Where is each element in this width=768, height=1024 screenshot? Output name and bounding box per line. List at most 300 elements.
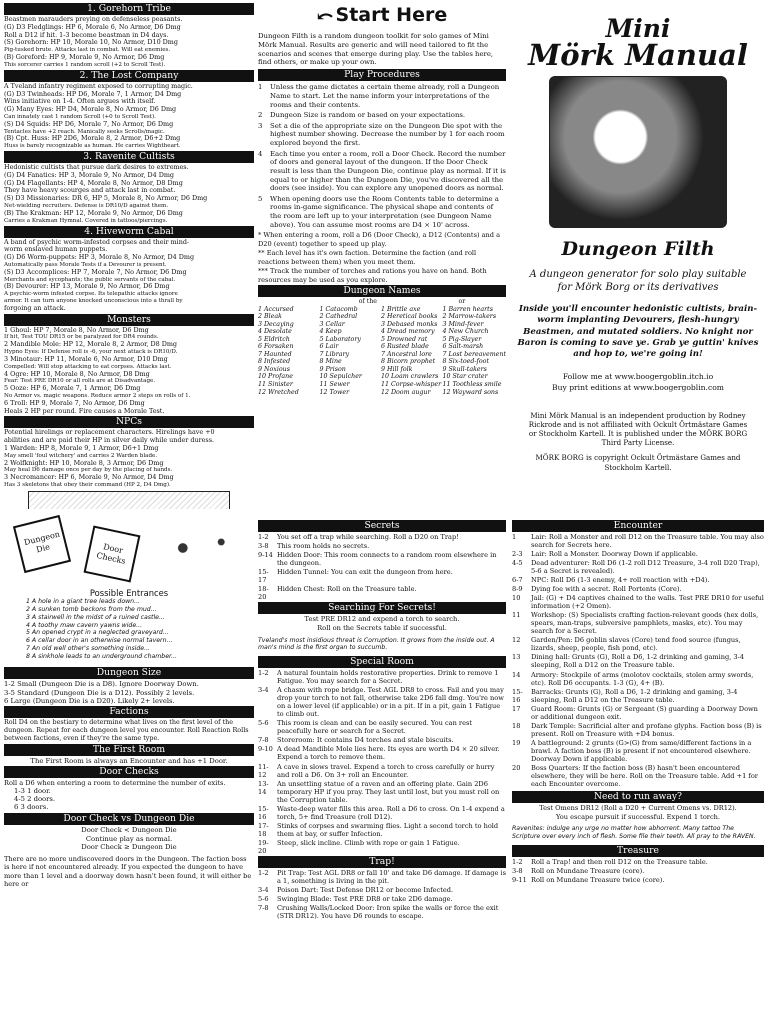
trap-header: Trap! [258, 856, 506, 868]
procedure-note: *** Track the number of torches and rations you have on hand. Both resources may be used as you explore. [258, 267, 487, 284]
name-entry: 2 Marrow-takers [442, 313, 497, 321]
run-away-line: You escape pursuit if successful. Expend 1 torch. [556, 812, 720, 821]
product-title: Dungeon Filth [561, 238, 715, 260]
special-room-row [258, 719, 506, 735]
secret-row [258, 551, 506, 567]
section-line: Hypno Eyes: If Defense roll is -6, your next attack is DR10/D. [4, 349, 178, 356]
secret-row-text: Hidden Chest: Roll on the Treasure table. [277, 585, 417, 594]
run-away-lines [512, 804, 764, 821]
cover-illustration [549, 76, 727, 228]
first-room-header: The First Room [4, 744, 254, 756]
encounter-row-number: 4-5 [512, 559, 523, 568]
entrance-item: 8 A sinkhole leads to an underground chamber... [26, 652, 177, 660]
special-room-row-text: A cave in slows travel. Expend a torch to cross carefully or hurry and roll a D6. On 3+ roll an Encounter. [277, 762, 495, 779]
door-vs-die-lines [4, 826, 254, 852]
special-room-row-number: 11-12 [258, 762, 269, 779]
name-entry: 11 Sewer [319, 380, 350, 388]
secret-row-text: Hidden Door: This room connects to a random room elsewhere in the dungeon. [277, 551, 497, 568]
special-room-row [258, 805, 506, 821]
secret-row-text: This room holds no secrets. [277, 542, 370, 551]
manual-title [512, 16, 764, 70]
section-header: Monsters [4, 314, 254, 326]
encounter-row [512, 653, 764, 669]
door-vs-die-line: Continue play as normal. [85, 834, 173, 843]
encounter-row [512, 559, 764, 575]
name-entry: 1 Catacomb [319, 305, 358, 313]
section-line: A band of psychic worm-infested corpses and their mind- [4, 238, 190, 246]
product-blurb: Inside you'll encounter hedonistic cultists, brain-worm implanting Devourers, flesh-hungry Beastmen, and mutated soldiers. No knight nor Baron is coming to save ye. Grab ye guttin' knives and hop to, we're going in! [517, 304, 759, 359]
encounter-row-text: A battleground: 2 grunts (G>(G) from same/different factions in a brawl. A faction boss (B) is present if not encountered elsewhere. Doorway Down if applicable. [531, 738, 752, 763]
special-room-row-number: 7-8 [258, 736, 269, 745]
names-column [442, 306, 506, 397]
size-item: 6 Large (Dungeon Die is a D20). Likely 2+ levels. [4, 696, 175, 705]
secrets-rooms-panel [258, 514, 506, 1022]
encounter-row-number: 14 [512, 670, 521, 679]
name-entry: 1 Barren hearts [442, 305, 493, 313]
section-header: NPCs [4, 416, 254, 428]
section-line: If hit, Test TOU DR15 or be paralyzed for DR4 rounds. [4, 334, 159, 341]
special-room-row [258, 736, 506, 744]
dice-area [4, 514, 254, 586]
factions-header: Factions [4, 706, 254, 718]
name-entry: 1 Brittle axe [380, 305, 421, 313]
encounter-row [512, 550, 764, 558]
factions-text: Roll D4 on the bestiary to determine what lives on the first level of the dungeon. Repeat for each dungeon level you encounter. Roll Reaction Rolls between factions, even if they're the same type. [4, 719, 249, 742]
procedure-text: When opening doors use the Room Contents table to determine a rooms in-game significance. The physical shape and contents of the room are left up to your interpretation (see Dungeon Name above). You can assume most rooms are D4 × 10' across. [270, 194, 499, 229]
section-line: Roll a D12 if hit. 1-3 become beastman in D4 days. [4, 31, 169, 39]
trap-row [258, 895, 506, 903]
procedure-text: Dungeon Size is random or based on your expectations. [270, 111, 466, 120]
encounter-row-text: Dining hall: Grunts (G), Roll a D6, 1-2 drinking and gaming, 3-4 sleeping, Roll a D12 on the Treasure table. [531, 653, 745, 670]
special-room-row [258, 822, 506, 838]
section-line: (G) D3 Fledglings: HP 6, Morale 6, No Armor, D6 Dmg [4, 23, 181, 31]
dice-splatter-illustration [154, 518, 250, 578]
section-line: 2 Wolfknight: HP 10, Morale 8, 3 Armor, D6 Dmg [4, 459, 164, 467]
entrance-item: 3 A stairwell in the midst of a ruined castle... [26, 613, 165, 621]
name-entry: 12 Doom augur [380, 388, 431, 396]
section-line: 2 Mandible Mole: HP 12, Morale 8, 2 Armor, D8 Dmg [4, 341, 177, 349]
section-line: Fear: Test PRE DR10 or all rolls are at Disadvantage. [4, 378, 156, 385]
dungeon-size-list [4, 680, 254, 705]
dungeon-die-label: Dungeon Die [23, 529, 61, 555]
door-vs-die-header: Door Check vs Dungeon Die [4, 813, 254, 825]
special-room-table [258, 669, 506, 855]
name-entry: 8 Mine [319, 358, 342, 366]
name-entry: 9 Skull-takers [442, 365, 487, 373]
procedure-number: 1 [258, 83, 263, 92]
section-line: May heal D6 damage once per day by the placing of hands. [4, 467, 173, 474]
name-entry: 10 Loam crawlers [380, 373, 439, 381]
special-room-row-number: 9-10 [258, 745, 273, 754]
section-line: This sorcerer carries 1 random scroll (+2 to Scroll Test). [4, 61, 166, 68]
name-entry: 9 Noxious [258, 365, 290, 373]
title-line-mork-manual: Mörk Manual [528, 38, 748, 72]
entrances-list [4, 598, 254, 660]
name-entry: 8 Six-toed-foot [442, 358, 489, 366]
trap-row-text: Pit Trap: Test AGL DR8 or fall 10' and take D6 damage. If damage is a 1, something is living in the pit. [277, 868, 506, 885]
procedure-text: Set a die of the appropriate size on the Dungeon Die spot with the highest number showing. Decrease the number by 1 for each room explored beyond the first. [270, 121, 505, 148]
encounter-row-text: Lair: Roll a Monster and roll D12 on the Treasure table. You may also search for Secrets here. [531, 533, 764, 550]
door-check-item: 1-3 1 door. [14, 786, 51, 795]
special-room-row-text: This room is clean and can be easily secured. You can rest peacefully here or search for a Secret. [277, 719, 473, 736]
section-line: abilities and are paid their HP in silver daily while under duress. [4, 437, 215, 445]
special-room-row [258, 839, 506, 855]
encounter-row-text: Jail: (G) + D4 captives chained to the walls. Test PRE DR10 for useful information (+2 Omen). [531, 594, 764, 611]
special-room-row [258, 780, 506, 804]
name-entry: 2 Bleak [258, 313, 282, 321]
procedure-step [258, 195, 506, 230]
name-entry: 2 Cathedral [319, 313, 358, 321]
section-line: worm enslaved human puppets. [4, 246, 108, 254]
encounter-row-number: 19 [512, 738, 521, 747]
encounter-row-text: Barracks: Grunts (G), Roll a D6, 1-2 drinking and gaming, 3-4 sleeping, Roll a D12 on the Treasure table. [531, 687, 738, 704]
encounter-row-number: 1 [512, 533, 517, 541]
encounter-row-text: Dead adventurer: Roll D6 (1-2 roll D12 Treasure, 3-4 roll D20 Trap), 5-6 a Secret is revealed). [531, 559, 760, 576]
section-line: (B) Devourer: HP 13, Morale 9, No Armor, D6 Dmg [4, 283, 170, 291]
names-column [319, 306, 380, 397]
section-line: A psychic-worm infested corpse. Its telepathic attacks ignore [4, 291, 178, 298]
treasure-row-number: 9-11 [512, 875, 527, 884]
name-entry: 5 Eldritch [258, 335, 290, 343]
procedure-text: Unless the game dictates a certain theme already, roll a Dungeon Name to start. Let the name inform your interpretations of the rooms and their contents. [270, 83, 500, 109]
name-entry: 11 Corpse-whisper [380, 380, 442, 388]
treasure-table [512, 858, 764, 884]
special-room-row-text: A natural fountain holds restorative properties. Drink to remove 1 Fatigue. You may search for a Secret. [277, 669, 499, 686]
section-line: Can innately cast 1 random Scroll (+0 to Scroll Test). [4, 113, 156, 120]
encounter-row [512, 594, 764, 610]
section-line: 3 Minotaur: HP 11, Morale 6, No Armor, D10 Dmg [4, 355, 168, 363]
section-line: Huss is barely recognizable as human. He carries Wightheart. [4, 143, 181, 150]
name-entry: 8 Infested [258, 358, 291, 366]
section-line: Potential hirelings or replacement characters. Hirelings have +0 [4, 429, 215, 437]
section-line: 4 Ogre: HP 10, Morale 8, No Armor, D8 Dmg [4, 370, 150, 378]
special-room-row [258, 686, 506, 718]
encounter-header: Encounter [512, 520, 764, 532]
encounter-row [512, 705, 764, 721]
section-line: forgoing an attack. [4, 304, 66, 312]
special-room-row-text: Waste-deep water fills this area. Roll a D6 to cross. On 1-4 expend a torch, 5+ find Treasure (roll D12). [277, 804, 505, 821]
trap-row-number: 3-4 [258, 885, 269, 894]
section-line: (S) Gorehorn: HP 10, Morale 10, No Armor, D10 Dmg [4, 39, 178, 47]
section-line: (B) The Krakman: HP 12, Morale 9, No Armor, D6 Dmg [4, 209, 183, 217]
special-room-row-text: Stinks of corpses and swarming flies. Light a second torch to hold them at bay, or suffer Infection. [277, 821, 499, 838]
encounter-treasure-panel [512, 514, 764, 1022]
procedure-step [258, 111, 506, 120]
section-line: Net-wielding recruiters. Defense is DR10/D against them. [4, 203, 169, 210]
section-line: May smell 'foul witchery' and carries 2 Warden blade. [4, 452, 158, 459]
section-line: No Armor vs. magic weapons. Reduce armor 2 steps on rolls of 1. [4, 392, 191, 399]
section-header: 3. Ravenite Cultists [4, 151, 254, 163]
section-line: (G) D4 Flagellants: HP 4, Morale 8, No Armor, D8 Dmg [4, 179, 183, 187]
special-room-row [258, 745, 506, 761]
section-line: (S) D3 Missionaries: DR 6, HP 5, Morale 8, No Armor, D6 Dmg [4, 195, 208, 203]
door-checks-header: Door Checks [4, 766, 254, 778]
product-subtitle: A dungeon generator for solo play suitable for Mörk Borg or its derivatives [529, 269, 747, 293]
secret-row-number: 18-20 [258, 585, 269, 602]
section-line: (G) D3 Twinheads: HP D6, Morale 7, 1 Armor, D4 Dmg [4, 90, 182, 98]
section-line: (B) Cpt. Huss: HP 2D6, Morale 8, 2 Armor, D6+2 Dmg [4, 135, 181, 143]
special-room-row-number: 17-18 [258, 821, 269, 838]
secret-row-number: 9-14 [258, 551, 273, 560]
name-entry: 10 Profane [258, 373, 293, 381]
section-line: 6 Troll: HP 9, Morale 7, No Armor, D6 Dmg [4, 399, 145, 407]
section-line: Compelled: Will stop attacking to eat corpses. Attacks last. [4, 363, 172, 370]
special-room-row [258, 763, 506, 779]
name-entry: 12 Wayward sons [442, 388, 499, 396]
encounter-row-number: 15-16 [512, 687, 523, 704]
name-entry: 4 Keep [319, 328, 342, 336]
trap-table [258, 869, 506, 920]
door-vs-die-line: Door Check ≥ Dungeon Die [81, 843, 177, 852]
door-check-item: 4-5 2 doors. [14, 795, 56, 804]
treasure-row-text: Roll on Mundane Treasure twice (core). [531, 875, 665, 884]
encounter-row-number: 18 [512, 721, 521, 730]
encounter-row-number: 10 [512, 594, 521, 603]
special-room-row-number: 5-6 [258, 719, 269, 728]
procedure-text: Each time you enter a room, roll a Door Check. Record the number of doors and general layout of the dungeon. If the Door Check result is less than the Dungeon Die, continue play as normal. If it is equal to or higher than the Dungeon Die, you've discovered all the doors (see inside). You can explore any unopened doors as normal. [270, 149, 506, 193]
size-item: 3-5 Standard (Dungeon Die is a D12). Possibly 2 levels. [4, 688, 195, 697]
special-room-row-number: 3-4 [258, 686, 269, 695]
treasure-row-number: 3-8 [512, 866, 523, 875]
section-line: Wins initiative on 1-4. Often argues with itself. [4, 98, 156, 106]
encounter-row [512, 585, 764, 593]
secret-row-number: 15-17 [258, 568, 269, 585]
encounter-row-number: 11 [512, 611, 521, 620]
name-entry: 1 Accursed [258, 305, 294, 313]
names-column [258, 306, 319, 397]
secret-row-number: 3-8 [258, 542, 269, 551]
search-line: Roll on the Secrets table if successful. [317, 623, 447, 632]
encounter-row-number: 20 [512, 763, 521, 772]
encounter-row [512, 739, 764, 763]
door-checks-intro: Roll a D6 when entering a room to determine the number of exits. [4, 778, 226, 787]
name-entry: 3 Decaying [258, 320, 294, 328]
dungeon-die-spot[interactable] [13, 515, 71, 573]
section-line: They have heavy scourges and attack last in combat. [4, 187, 176, 195]
encounter-row [512, 671, 764, 687]
name-entry: 7 Library [319, 350, 350, 358]
procedure-number: 2 [258, 111, 263, 120]
trap-row-text: Crushing Walls/Locked Door: Iron spike the walls or force the exit (STR DR12). You have D6 rounds to escape. [277, 903, 499, 920]
entrances-title: Possible Entrances [89, 588, 169, 598]
bestiary-sections [4, 3, 254, 489]
treasure-row [512, 867, 764, 875]
special-room-row-number: 15-16 [258, 804, 269, 821]
section-line: (S) D4 Squids: HP D6, Morale 7, No Armor, D6 Dmg [4, 120, 174, 128]
intro-text: Dungeon Filth is a random dungeon toolkit for solo games of Mini Mörk Manual. Results are generic and will need tailored to fit the scenarios and scenes that emerge during play. Use the tables here, find others, or make up your own. [258, 32, 494, 67]
procedure-step [258, 83, 506, 109]
section-line: (G) D6 Worm-puppets: HP 3, Morale 8, No Armor, D4 Dmg [4, 254, 195, 262]
encounter-row-number: 2-3 [512, 550, 523, 559]
door-vs-die-line: Door Check < Dungeon Die [81, 825, 177, 834]
name-entry: 3 Cellar [319, 320, 345, 328]
special-room-row-text: An unsettling statue of a raven and an offering plate. Gain 2D6 temporary HP if you pray. They last until lost, but you must roll on the Corruption table. [277, 779, 500, 804]
secret-row [258, 568, 506, 584]
encounter-row [512, 636, 764, 652]
name-entry: 9 Prison [319, 365, 346, 373]
section-line: Carries a Krakman Hymnal. Covered in tattoos/piercings. [4, 217, 168, 224]
section-line: armor. It can turn anyone knocked unconscious into a thrall by [4, 298, 183, 304]
section-line: Automatically pass Morale Tests if a Devourer is present. [4, 261, 167, 268]
name-entry: 4 Dread memory [380, 328, 435, 336]
name-entry: 5 Drowned rat [380, 335, 428, 343]
procedures-notes [258, 231, 506, 284]
encounter-row-number: 6-7 [512, 576, 523, 585]
encounter-row [512, 722, 764, 738]
encounter-row-number: 8-9 [512, 585, 523, 594]
secret-row [258, 533, 506, 541]
trap-row [258, 869, 506, 885]
trap-row [258, 904, 506, 920]
section-line: 1 Ghoul: HP 7, Morale 8, No Armor, D6 Dmg [4, 326, 149, 334]
name-entry: 2 Heretical books [380, 313, 438, 321]
trap-row-number: 1-2 [258, 868, 269, 877]
name-entry: 9 Hill folk [380, 365, 413, 373]
faction-bestiary-panel [4, 2, 254, 509]
section-line: Merchants and sycophants; the public servants of the cabal. [4, 276, 176, 283]
procedures-list [258, 83, 506, 229]
name-entry: 6 Lair [319, 343, 339, 351]
name-entry: 3 Mind-fever [442, 320, 484, 328]
encounter-row-number: 13 [512, 653, 521, 662]
special-room-row [258, 669, 506, 685]
dungeon-names-table [258, 306, 506, 397]
encounter-row-number: 17 [512, 704, 521, 713]
entrance-item: 7 An old well other's something inside... [26, 644, 151, 652]
special-room-header: Special Room [258, 656, 506, 668]
procedure-number: 5 [258, 194, 263, 203]
door-checks-label: Door Checks [95, 542, 127, 566]
entrance-item: 4 A toothy maw cavern yawns wide... [26, 621, 143, 629]
corpse-pile-illustration [28, 491, 230, 509]
follow-link[interactable]: Follow me at www.boogergoblin.itch.io [562, 372, 714, 382]
encounter-row-text: NPC: Roll D6 (1-3 enemy, 4+ roll reaction with +D4). [531, 576, 710, 585]
procedure-note: * When entering a room, roll a D6 (Door Check), a D12 (Contents) and a D20 (event) together to speed up play. [258, 231, 501, 248]
secrets-header: Secrets [258, 520, 506, 532]
name-entry: 3 Debased monks [380, 320, 438, 328]
search-secrets-header: Searching For Secrets! [258, 602, 506, 614]
encounter-row-text: Garden/Pen: D6 goblin slaves (Core) tend food source (fungus, lizards, sheep, people, fish pond, etc). [531, 636, 741, 653]
door-checks-list [4, 787, 254, 812]
encounter-table [512, 533, 764, 788]
name-entry: 7 Lost bereavement [442, 350, 506, 358]
name-entry: 4 New Church [442, 328, 489, 336]
name-entry: 6 Forsaken [258, 343, 294, 351]
section-line: 3 Necromancer: HP 6, Morale 9, No Armor, D4 Dmg [4, 474, 174, 482]
encounter-row-text: Boss Quarters: If the faction boss (B) hasn't been encountered elsewhere, they will be here. Roll on the Treasure table. Add +1 for each Encounter overcome. [531, 763, 758, 788]
treasure-row-text: Roll on Mundane Treasure (core). [531, 866, 645, 875]
trap-row-number: 7-8 [258, 903, 269, 912]
search-secrets-lines [258, 615, 506, 632]
entrance-item: 2 A sunken tomb beckons from the mud... [26, 606, 157, 613]
section-line: 1 Warden: HP 8, Morale 9, 1 Armor, D6+1 Dmg [4, 445, 159, 452]
section-line: (S) D3 Accomplices: HP 7, Morale 7, No Armor, D6 Dmg [4, 268, 187, 276]
procedure-step [258, 122, 506, 148]
procedure-step [258, 150, 506, 193]
section-line: (B) Goreford: HP 9, Morale 9, No Armor, D6 Dmg [4, 54, 165, 62]
special-room-row-text: Storeroom: It contains D4 torches and stale biscuits. [277, 736, 454, 745]
encounter-row [512, 576, 764, 584]
secret-row [258, 585, 506, 601]
section-line: (G) Many Eyes: HP D4, Morale 8, No Armor, D6 Dmg [4, 106, 177, 114]
special-room-row-number: 19-20 [258, 838, 269, 855]
title-line-mini: Mini [605, 14, 671, 43]
names-of-label: of the [358, 297, 377, 305]
section-header: 1. Gorehorn Tribe [4, 3, 254, 15]
secret-row [258, 542, 506, 550]
section-line: Pig-tusked brute. Attacks last in combat. Will eat enemies. [4, 47, 171, 54]
names-or-label: or [458, 297, 466, 305]
first-room-text: The First Room is always an Encounter and has +1 Door. [30, 756, 228, 765]
name-entry: 6 Rusted blade [380, 343, 429, 351]
section-line: Hedonistic cultists that pursue dark desires to extremes. [4, 164, 189, 171]
names-connectors [258, 298, 506, 306]
encounter-row-text: Workshop: (S) Specialists crafting faction-relevant goods (hex dolls, spears, man-traps, subversive pamphlets, masks, etc). You may search for a Secret. [531, 611, 759, 636]
name-entry: 7 Ancestral lore [380, 350, 432, 358]
treasure-row-text: Roll a Trap! and then roll D12 on the Treasure table. [531, 857, 708, 866]
special-room-row-text: Steep, slick incline. Climb with rope or gain 1 Fatigue. [277, 838, 460, 847]
encounter-row-text: Lair: Roll a Monster. Doorway Down if applicable. [531, 550, 698, 559]
encounter-row-text: Armory: Stockpile of arms (molotov cocktails, stolen army swords, etc). Roll D6 occupants. 1-3 (G), 4+ (B). [531, 670, 754, 687]
name-entry: 10 Sepulcher [319, 373, 362, 381]
cover-panel [512, 2, 764, 507]
corruption-quote: Tveland's most insidious threat is Corruption. It grows from the inside out. A man's mind is the first organ to succumb. [258, 636, 495, 652]
door-checks-spot[interactable] [84, 526, 141, 583]
entrance-item: 5 An opened crypt in a neglected graveyard... [26, 629, 169, 637]
search-line: Test PRE DR12 and expend a torch to search. [304, 615, 460, 624]
copyright-notice: MÖRK BORG is copyright Ockult Örtmästare Games and Stockholm Kartell. [535, 453, 741, 472]
door-check-item: 6 3 doors. [14, 803, 49, 812]
entrance-item: 6 A cellar door in an otherwise normal tavern... [26, 637, 173, 644]
secret-row-text: You set off a trap while searching. Roll a D20 on Trap! [277, 533, 459, 541]
size-item: 1-2 Small (Dungeon Die is a D8). Ignore Doorway Down. [4, 680, 199, 689]
treasure-row-number: 1-2 [512, 857, 523, 866]
dungeon-names-header: Dungeon Names [258, 285, 506, 297]
section-line: Beastmen marauders preying on defenseless peasants. [4, 16, 183, 23]
section-header: 2. The Lost Company [4, 70, 254, 82]
section-line: 5 Ooze: HP 6, Morale 7, 1 Armor, D6 Dmg [4, 385, 141, 393]
encounter-row-number: 12 [512, 636, 521, 645]
name-entry: 12 Wretched [258, 388, 299, 396]
start-here-title: Start Here [335, 4, 448, 27]
buy-link[interactable]: Buy print editions at www.boogergoblin.com [552, 383, 724, 393]
trap-row [258, 886, 506, 894]
section-line: A Tveland infantry regiment exposed to corrupting magic. [4, 82, 193, 90]
trap-row-text: Poison Dart: Test Defense DR12 or become Infected. [277, 885, 454, 894]
name-entry: 4 Desolate [258, 328, 292, 336]
name-entry: 7 Haunted [258, 350, 292, 358]
trap-row-number: 5-6 [258, 894, 269, 903]
special-room-row-text: A chasm with rope bridge. Test AGL DR8 to cross. Fail and you may drop your torch to not fall, otherwise take 2D6 fall dmg. You're now on a lower level (if applicable) or in a pit. If in a pit, gain 1 Fatigue to climb out. [277, 686, 504, 719]
section-line: Tentacles have +2 reach. Manically seeks Scrolls/magic. [4, 128, 165, 135]
door-vs-die-text: There are no more undiscovered doors in the Dungeon. The faction boss is here if not encountered already. If you expected the dungeon to have more than 1 level and a doorway down hasn't been found, it will either be here or [4, 855, 252, 888]
special-room-row-text: A dead Mandible Mole lies here. Its eyes are worth D4 × 20 silver. Expend a torch to remove them. [277, 745, 500, 762]
encounter-row-text: Dark Temple: Sacrificial alter and profane glyphs. Faction boss (B) is present. Roll on Treasure with +D4 bonus. [531, 721, 762, 738]
procedure-note: ** Each level has it's own faction. Determine the faction (and roll reactions between them) when you meet them. [258, 249, 477, 266]
encounter-row-text: Guard Room: Grunts (G) or Sergeant (S) guarding a Doorway Down or additional dungeon exit. [531, 704, 758, 721]
entrance-item: 1 A hole in a giant tree leads down... [26, 598, 141, 606]
dungeon-size-header: Dungeon Size [4, 667, 254, 679]
treasure-row [512, 876, 764, 884]
names-column [381, 306, 442, 397]
name-entry: 11 Toothless smile [442, 380, 502, 388]
ravenite-note: Ravenites: indulge any urge no matter how abhorrent. Many tattoo The Scripture over every inch of flesh. Some file their teeth. All pray to the RAVEN. [512, 825, 756, 840]
encounter-row [512, 611, 764, 635]
encounter-row [512, 688, 764, 704]
legal-notice: Mini Mörk Manual is an independent production by Rodney Rickrode and is not affiliated with Ockult Örtmästare Games or Stockholm Kartell. It is published under the MÖRK BORG Third Party License. [528, 410, 748, 448]
procedures-header: Play Procedures [258, 69, 506, 81]
secret-row-text: Hidden Tunnel: You can exit the dungeon from here. [277, 568, 453, 577]
